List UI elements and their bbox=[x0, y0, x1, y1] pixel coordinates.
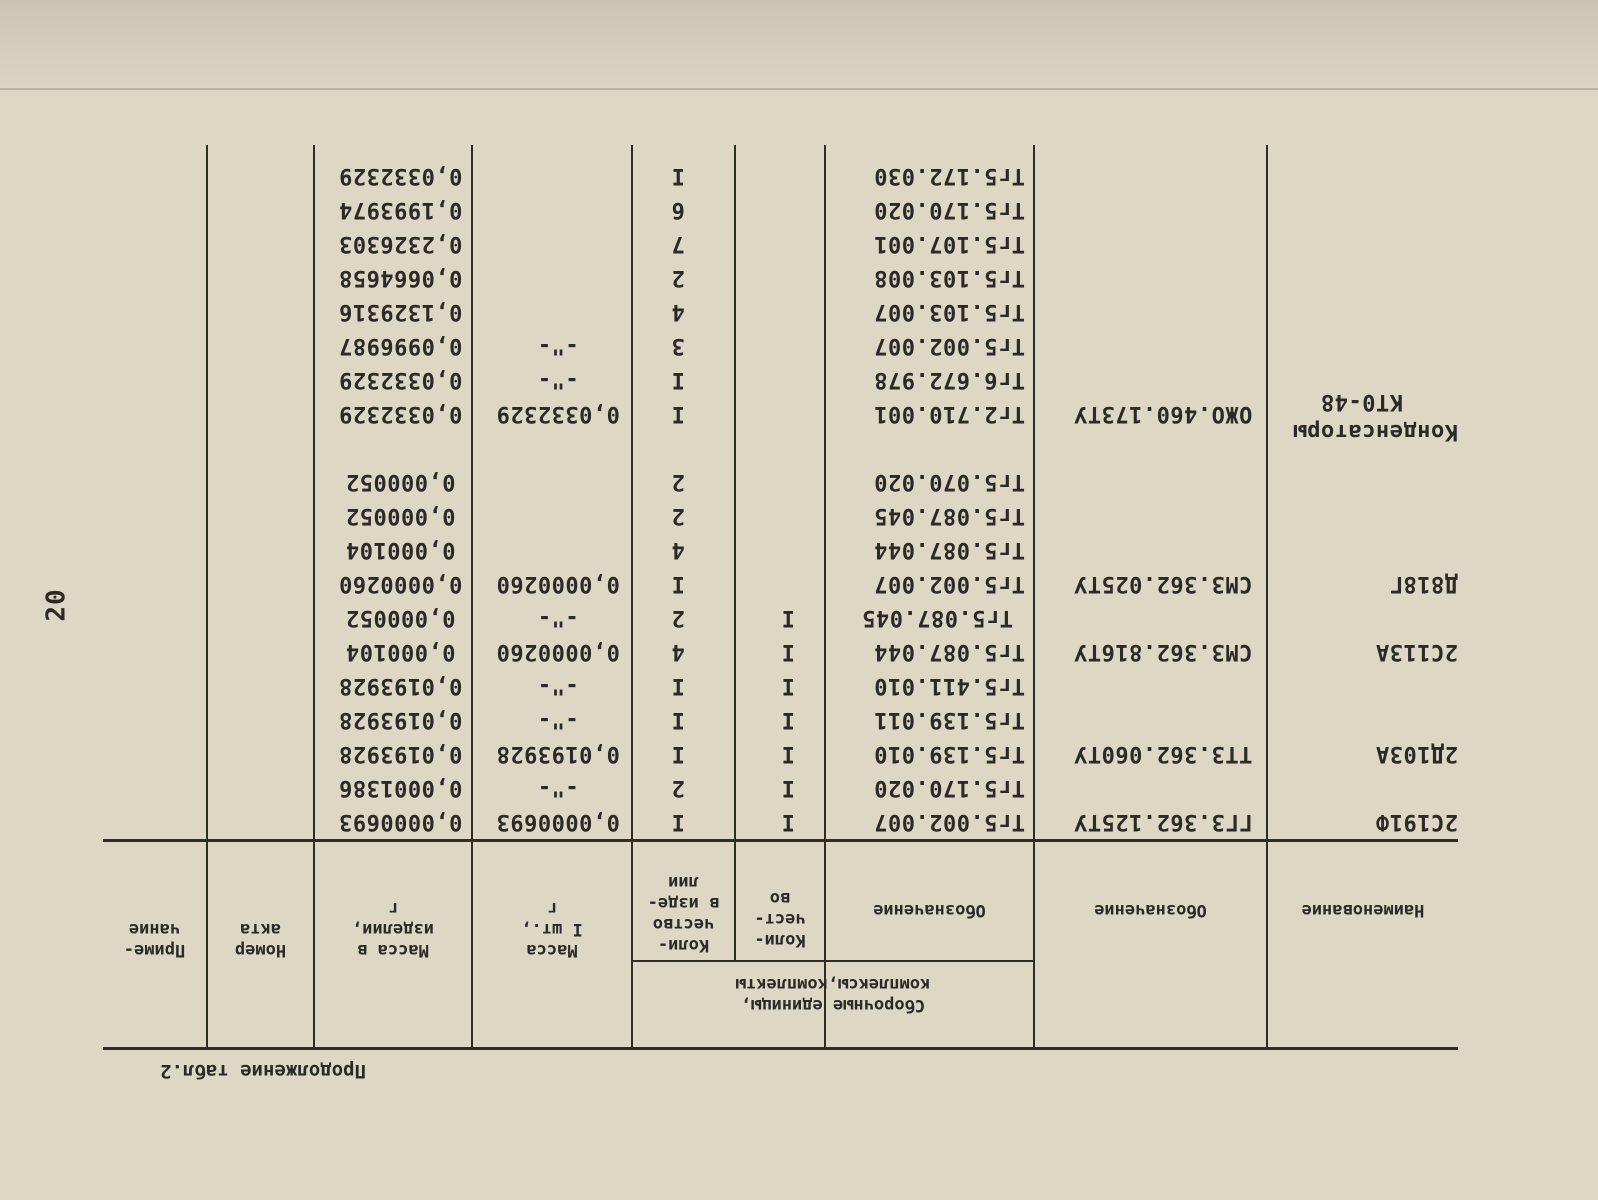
header-designation: Обозначение bbox=[1094, 900, 1207, 920]
row-mass-product: 0,2326303 bbox=[338, 231, 463, 256]
row-code: Тг2.710.001 bbox=[873, 401, 1025, 426]
row-mass-piece: 0,0332329 bbox=[496, 401, 620, 426]
row-qty-product: I bbox=[671, 571, 685, 596]
row-qty-product: I bbox=[671, 367, 685, 392]
row-mass-product: 0,1329316 bbox=[338, 299, 463, 324]
row-qty-product: I bbox=[671, 401, 685, 426]
row-mass-piece: -"- bbox=[537, 367, 579, 392]
row-qty-product: 2 bbox=[671, 775, 685, 800]
row-code: Тг5.087.044 bbox=[873, 639, 1025, 664]
row-qty-product: I bbox=[671, 741, 685, 766]
row-code: Тг5.139.011 bbox=[873, 707, 1025, 732]
header-name: Наименование bbox=[1301, 900, 1425, 920]
row-code: Тг5.170.020 bbox=[873, 775, 1025, 800]
row-qty-product: 2 bbox=[671, 605, 685, 630]
row-qty-part: I bbox=[781, 639, 795, 664]
row-qty-product: 6 bbox=[671, 197, 685, 222]
row-mass-piece: -"- bbox=[537, 605, 579, 630]
header-bottom-rule bbox=[103, 839, 1458, 842]
header-note: Приме- чание bbox=[123, 919, 186, 960]
row-qty-product: 4 bbox=[671, 639, 685, 664]
row-code: Тг5.002.007 bbox=[873, 571, 1025, 596]
row-qty-product: 2 bbox=[671, 469, 685, 494]
row-mass-piece: -"- bbox=[537, 775, 579, 800]
row-code: Тг5.002.007 bbox=[873, 333, 1025, 358]
row-mass-product: 0,0001386 bbox=[338, 775, 463, 800]
row-code: Тг5.103.007 bbox=[873, 299, 1025, 324]
row-name: 2Д103А bbox=[1375, 741, 1458, 766]
row-mass-piece: 0,0193928 bbox=[496, 741, 620, 766]
row-qty-product: 4 bbox=[671, 537, 685, 562]
row-name: 2С191Ф bbox=[1375, 809, 1458, 834]
header-assembly-qty-part: Коли- чест- во bbox=[754, 888, 806, 950]
row-qty-part: I bbox=[781, 673, 795, 698]
row-mass-product: 0,0000693 bbox=[338, 809, 463, 834]
row-code: Тг5.070.020 bbox=[873, 469, 1025, 494]
row-code: Тг5.087.045 bbox=[873, 503, 1025, 528]
row-mass-product: 0,0996987 bbox=[338, 333, 463, 358]
row-mass-product: 0,0332329 bbox=[338, 401, 463, 426]
row-qty-product: I bbox=[671, 809, 685, 834]
row-mass-product: 0,000104 bbox=[345, 537, 456, 562]
row-mass-product: 0,0332329 bbox=[338, 367, 463, 392]
header-assembly-qty-product: Коли- чество в изде- лии bbox=[647, 872, 720, 955]
row-qty-product: 7 bbox=[671, 231, 685, 256]
row-mass-product: 0,0193928 bbox=[338, 707, 463, 732]
row-code: Тг5.087.045 bbox=[861, 605, 1013, 630]
row-mass-piece: 0,0000693 bbox=[496, 809, 620, 834]
row-designation: ОЖО.460.173ТУ bbox=[1073, 401, 1253, 426]
row-mass-piece: -"- bbox=[537, 333, 579, 358]
row-mass-product: 0,0664658 bbox=[338, 265, 463, 290]
row-designation: СМЗ.362.025ТУ bbox=[1073, 571, 1253, 596]
row-mass-product: 0,0193928 bbox=[338, 673, 463, 698]
header-mass-product: Масса в изделии, г bbox=[352, 898, 434, 960]
row-mass-product: 0,1993974 bbox=[338, 197, 463, 222]
table-caption: Продолжение табл.2 bbox=[160, 1060, 366, 1082]
row-qty-part: I bbox=[781, 809, 795, 834]
row-mass-piece: -"- bbox=[537, 707, 579, 732]
row-qty-product: 3 bbox=[671, 333, 685, 358]
row-qty-part: I bbox=[781, 775, 795, 800]
col-rule-4 bbox=[734, 145, 736, 960]
row-qty-product: I bbox=[671, 673, 685, 698]
row-mass-product: 0,000052 bbox=[345, 605, 456, 630]
row-name: Конденсаторы bbox=[1293, 419, 1458, 444]
row-mass-product: 0,000052 bbox=[345, 469, 456, 494]
row-code: Тг5.103.008 bbox=[873, 265, 1025, 290]
row-mass-piece: 0,0000260 bbox=[496, 571, 620, 596]
col-rule-8 bbox=[206, 145, 208, 1050]
header-assembly-designation: Обозначение bbox=[873, 900, 986, 920]
header-assembly-group: Сборочные единицы, комплексы,комплекты bbox=[735, 974, 931, 1015]
row-code: Тг5.139.010 bbox=[873, 741, 1025, 766]
row-designation: СМЗ.362.816ТУ bbox=[1073, 639, 1253, 664]
row-designation: ТТЗ.362.060ТУ bbox=[1073, 741, 1253, 766]
row-name: 2С113А bbox=[1375, 639, 1458, 664]
row-code: Тг5.087.044 bbox=[873, 537, 1025, 562]
group-sub-rule bbox=[631, 960, 1035, 962]
row-qty-product: I bbox=[671, 707, 685, 732]
row-mass-product: 0,000052 bbox=[345, 503, 456, 528]
row-mass-piece: 0,0000260 bbox=[496, 639, 620, 664]
row-mass-product: 0,0332329 bbox=[338, 163, 463, 188]
row-code: Тг5.002.007 bbox=[873, 809, 1025, 834]
row-qty-product: 2 bbox=[671, 265, 685, 290]
row-mass-product: 0,0000260 bbox=[338, 571, 463, 596]
row-qty-part: I bbox=[781, 741, 795, 766]
row-code: Тг5.107.001 bbox=[873, 231, 1025, 256]
row-mass-product: 0,000104 bbox=[345, 639, 456, 664]
row-qty-product: I bbox=[671, 163, 685, 188]
table-top-rule bbox=[103, 1047, 1458, 1050]
row-qty-product: 2 bbox=[671, 503, 685, 528]
row-qty-product: 4 bbox=[671, 299, 685, 324]
row-qty-part: I bbox=[781, 707, 795, 732]
row-designation: ГГЗ.362.125ТУ bbox=[1073, 809, 1253, 834]
row-code: Тг5.172.030 bbox=[873, 163, 1025, 188]
header-act-number: Номер акта bbox=[234, 919, 287, 960]
header-mass-piece: Масса I шт., г bbox=[521, 898, 583, 960]
row-mass-piece: -"- bbox=[537, 673, 579, 698]
page-number: 20 bbox=[41, 588, 72, 622]
row-qty-part: I bbox=[781, 605, 795, 630]
row-code: Тг5.411.010 bbox=[873, 673, 1025, 698]
row-name-line2: КТ0-48 bbox=[1320, 389, 1403, 414]
row-mass-product: 0,0193928 bbox=[338, 741, 463, 766]
row-code: Тг5.170.020 bbox=[873, 197, 1025, 222]
row-name: Д818Г bbox=[1389, 571, 1458, 596]
row-code: Тг6.672.978 bbox=[873, 367, 1025, 392]
